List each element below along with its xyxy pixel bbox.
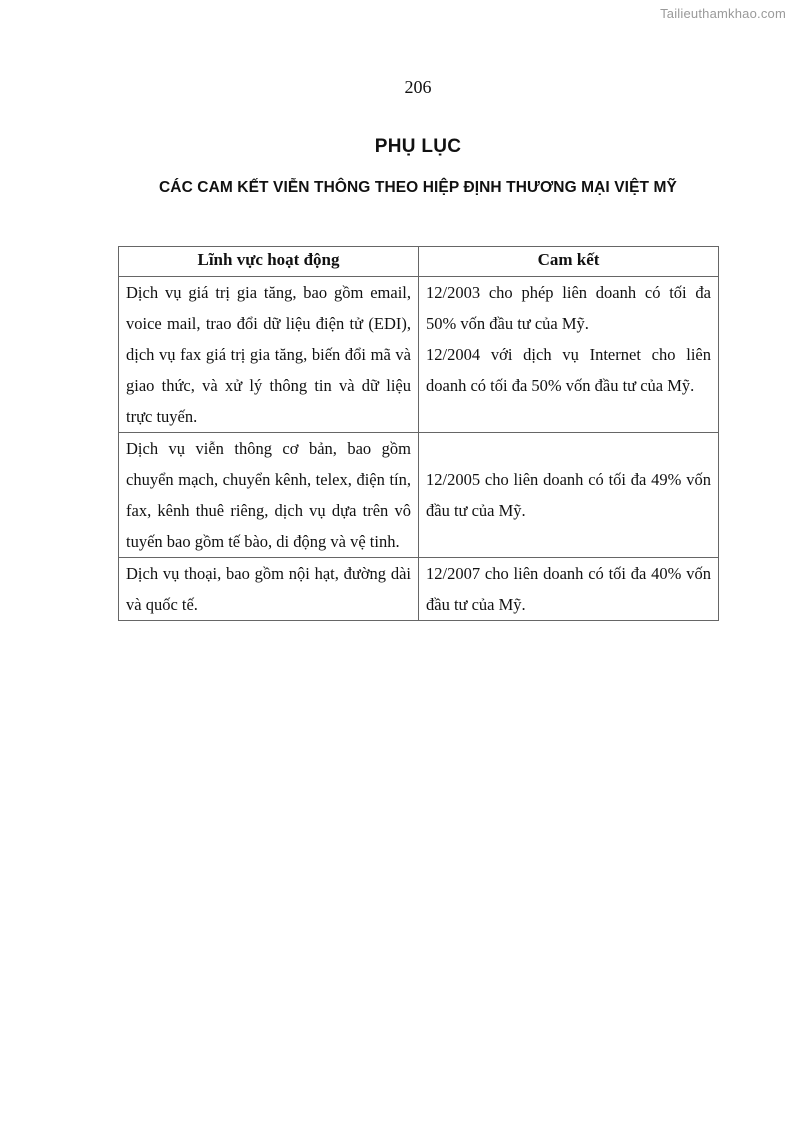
cell-field: Dịch vụ giá trị gia tăng, bao gồm email, voice mail, trao đổi dữ liệu điện tử (EDI), dịch vụ fax giá trị gia tăng, biến đổi mã và giao thức, và xử lý thông tin và dữ liệu trực tuyến. <box>119 277 419 433</box>
commitment-text: 12/2003 cho phép liên doanh có tối đa 50% vốn đầu tư của Mỹ. <box>426 283 711 333</box>
cell-commitment <box>419 558 719 621</box>
page-number: 206 <box>404 77 432 97</box>
column-header-field: Lĩnh vực hoạt động <box>119 247 419 277</box>
table-row <box>119 277 719 433</box>
table-row <box>119 558 719 621</box>
commitments-table <box>118 246 719 621</box>
commitment-text: 12/2004 với dịch vụ Internet cho liên doanh có tối đa 50% vốn đầu tư của Mỹ. <box>426 345 711 395</box>
watermark: Tailieuthamkhao.com <box>660 6 786 21</box>
cell-commitment <box>419 277 719 433</box>
commitment-text: 12/2007 cho liên doanh có tối đa 40% vốn đầu tư của Mỹ. <box>426 564 711 614</box>
table-row <box>119 433 719 558</box>
table-header-row <box>119 247 719 277</box>
cell-field: Dịch vụ thoại, bao gồm nội hạt, đường dài và quốc tế. <box>119 558 419 621</box>
page-subtitle: CÁC CAM KẾT VIỄN THÔNG THEO HIỆP ĐỊNH THƯƠNG MẠI VIỆT MỸ <box>159 179 677 196</box>
commitment-text: 12/2005 cho liên doanh có tối đa 49% vốn đầu tư của Mỹ. <box>426 470 711 520</box>
column-header-commitment: Cam kết <box>419 247 719 277</box>
cell-commitment <box>419 433 719 558</box>
page-title: PHỤ LỤC <box>374 136 462 157</box>
cell-field: Dịch vụ viễn thông cơ bản, bao gồm chuyển mạch, chuyển kênh, telex, điện tín, fax, kênh thuê riêng, dịch vụ dựa trên vô tuyến bao gồm tế bào, di động và vệ tinh. <box>119 433 419 558</box>
